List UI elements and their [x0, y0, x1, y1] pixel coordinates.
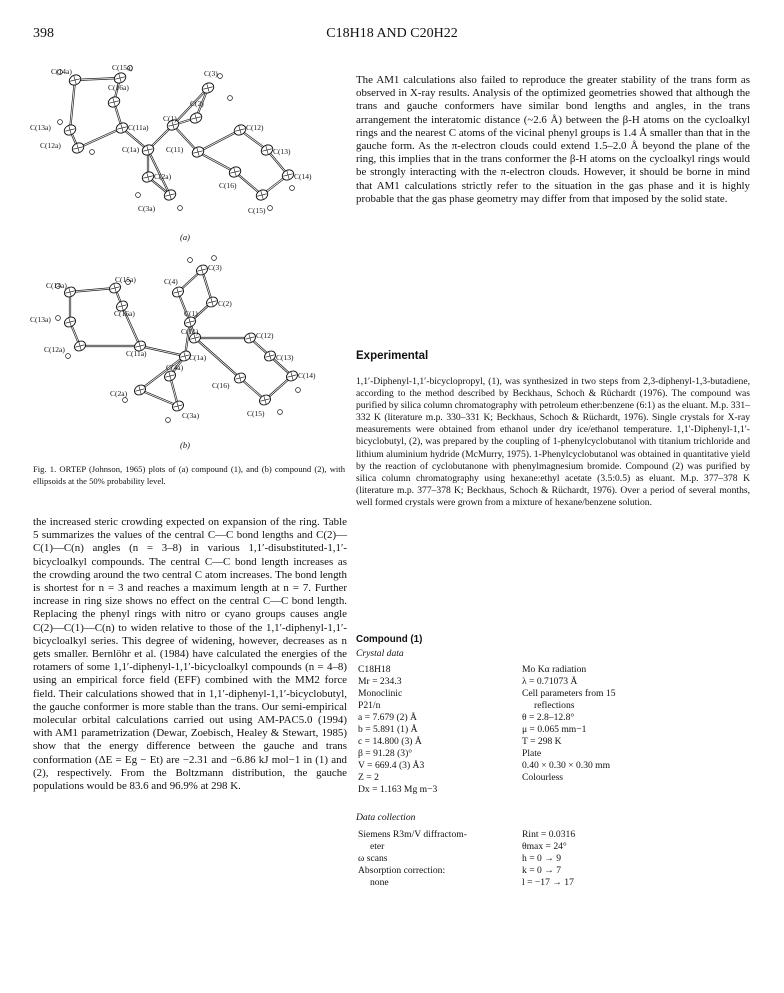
data-line: Mr = 234.3 — [358, 676, 402, 687]
data-line: c = 14.800 (3) Å — [358, 736, 422, 747]
hydrogen-atom — [66, 354, 71, 359]
bond-highlight — [198, 152, 235, 172]
figure-caption — [33, 464, 345, 487]
data-line: Plate — [522, 748, 542, 759]
atom-label: C(11) — [181, 327, 199, 336]
data-line: Dx = 1.163 Mg m−3 — [358, 784, 438, 795]
data-line: Monoclinic — [358, 688, 403, 699]
data-line: θmax = 24° — [522, 841, 567, 852]
data-line: 0.40 × 0.30 × 0.30 mm — [522, 760, 611, 771]
hydrogen-atom — [268, 206, 273, 211]
ortep-plots-svg — [30, 60, 348, 460]
data-line: Absorption correction: — [358, 865, 446, 876]
atom-label: C(13a) — [30, 315, 51, 324]
atom-label: C(1a) — [122, 145, 140, 154]
atom-label: C(11a) — [128, 123, 149, 132]
data-line: V = 669.4 (3) Å3 — [358, 760, 425, 771]
data-line: reflections — [534, 700, 575, 711]
atom-label: C(11) — [166, 145, 184, 154]
atom-label: C(15) — [247, 409, 265, 418]
data-line: Siemens R3m/V diffractom- — [358, 829, 467, 840]
data-line: eter — [370, 841, 385, 852]
hydrogen-atom — [136, 193, 141, 198]
atom-label: C(3) — [208, 263, 222, 272]
hydrogen-atom — [278, 410, 283, 415]
data-line: h = 0 → 9 — [522, 853, 561, 864]
crystal-data-heading: Crystal data — [356, 648, 404, 659]
atom-label: C(14) — [294, 172, 312, 181]
compound-heading: Compound (1) — [356, 634, 423, 645]
data-line: Cell parameters from 15 — [522, 688, 616, 699]
atom-label: C(1) — [163, 114, 177, 123]
atom-label: C(16a) — [108, 83, 129, 92]
atom-label: C(3a) — [182, 411, 200, 420]
data-collection-left — [358, 829, 508, 889]
data-line: Z = 2 — [358, 772, 379, 783]
hydrogen-atom — [188, 258, 193, 263]
atom-label: C(14a) — [46, 281, 67, 290]
page-number: 398 — [33, 26, 54, 41]
atom-label: C(16) — [212, 381, 230, 390]
ortep-figure — [30, 60, 348, 460]
atom-label: C(12a) — [44, 345, 65, 354]
atom-label: C(12a) — [40, 141, 61, 150]
hydrogen-atom — [228, 96, 233, 101]
data-line: k = 0 → 7 — [522, 865, 561, 876]
atom-label: C(3) — [204, 69, 218, 78]
atom-label: C(13) — [273, 147, 291, 156]
bond-highlight — [140, 356, 185, 390]
caption-figure-number: Fig. 1. — [33, 464, 57, 474]
bond-highlight — [78, 128, 122, 148]
atom-label: C(2) — [190, 99, 204, 108]
atom-label: C(4) — [164, 277, 178, 286]
data-collection-right — [522, 829, 722, 889]
hydrogen-atom — [212, 256, 217, 261]
atom-label: C(15a) — [115, 275, 136, 284]
data-line: T = 298 K — [522, 736, 562, 747]
atom-label: C(12) — [246, 123, 264, 132]
data-line: θ = 2.8–12.8° — [522, 712, 575, 723]
bond-highlight — [198, 130, 240, 152]
running-title: C18H18 AND C20H22 — [326, 26, 458, 41]
atom-label: C(16) — [219, 181, 237, 190]
atom-label: C(2) — [218, 299, 232, 308]
hydrogen-atom — [296, 388, 301, 393]
data-line: C18H18 — [358, 664, 391, 675]
crystal-data-left — [358, 664, 503, 796]
atom-label: C(4a) — [166, 363, 184, 372]
atom-label: C(15) — [248, 206, 266, 215]
hydrogen-atom — [56, 316, 61, 321]
atom-label: C(1) — [184, 309, 198, 318]
atom-label: C(2a) — [154, 172, 172, 181]
bond-highlight — [140, 390, 178, 406]
atom-label: C(14a) — [51, 67, 72, 76]
bond-highlight — [140, 346, 185, 356]
data-line: Mo Kα radiation — [522, 664, 587, 675]
crystal-data-right — [522, 664, 722, 784]
bond-highlight — [70, 288, 115, 292]
experimental-heading: Experimental — [356, 350, 429, 362]
data-line: Colourless — [522, 772, 564, 783]
atom-label: C(16a) — [114, 309, 135, 318]
experimental-paragraph: 1,1′-Diphenyl-1,1′-bicyclopropyl, (1), was synthesized in two steps from 2,3-diphenyl-1,3-butadiene, according to the method described by Beckhaus, Schoch & Rüchardt (1976). The compound was purified by silica column chromatography with petroleum ether:benzene (6:1) as the eluant. M.p. 331–332 K (literature m.p. 330–331 K; Beckhaus, Schoch & Rüchardt, 1976). Single crystals for X-ray measurements were obtained from ethanol under dry ice/ethanol temperature. 1,1′-Diphenyl-1,1′-bicyclobutyl, (2), was prepared by the coupling of 1-phenylcyclobutanol with titanium trichloride and lithium aluminium hydride (McMurry, 1975). 1-Phenylcyclobutanol was obtained in quantitative yield by the reaction of cyclobutanone with phenylmagnesium bromide. Compound (2) was purified by silica column chromatography using hexane:ethyl acetate (3.5:0.5) as eluant. M.p. 377–378 K (literature m.p. 377–378 K; Beckhaus, Schoch & Rüchardt, 1976). Over a period of several months, well formed crystals were grown from a mixture of hexane/benzene solution. — [356, 376, 750, 508]
hydrogen-atom — [123, 398, 128, 403]
left-column-paragraph: the increased steric crowding expected on expansion of the ring. Table 5 summarizes the values of the central C—C bond lengths and C(2)—C(1)—C(n) angles (n = 3–8) in various 1,1′-disubstituted-1,1′-bicycloalkyl compounds. The central C—C bond length increases as the crowding around the two central C atom increases. The bond length is shortest for n = 3 and reaches a maximum length at n = 7. Further increase in ring size shows no effect on the central C—C bond length. Replacing the phenyl rings with nitro or cyano groups causes angle C(2)—C(1)—C(n) to widen relative to those of the 1,1′-diphenyl-1,1′-bicycloalkyl series. This degree of widening, however, decreases as n gets smaller. Bernlöhr et al. (1984) have calculated the energies of the rotamers of some 1,1′-diphenyl-1,1′-bicycloalkyl compounds (n = 4–8) using an empirical force field (EFF) combined with the MM2 force field. Their calculations showed that in 1,1′-diphenyl-1,1′-bicyclobutyl, the gauche conformer is more stable than the trans. Our semi-empirical molecular orbital calculations carried out using AM-PAC5.0 (1994) with AM1 parametrization (Dewar, Zoebisch, Healey & Stewart, 1985) show that the energy difference between the gauche and trans conformation (ΔE = Eg − Et) are −2.31 and −6.86 kJ mol−1 in (1) and (2), respectively. From the Boltzmann distribution, the gauche populations would be 83.6 and 96.9% at 298 K. — [33, 516, 347, 793]
atom-label: C(2a) — [110, 389, 128, 398]
hydrogen-atom — [218, 74, 223, 79]
right-column-paragraph: The AM1 calculations also failed to reproduce the greater stability of the trans form as observed in X-ray results. Analysis of the optimized geometries showed that although the trans and gauche conformers have similar bond lengths and angles, in the trans arrangement the interatomic distance (~2.6 Å) between the β-H atoms on the cycloalkyl rings and the nearest C atoms of the vicinal phenyl groups is 1.4 Å smaller than that in the gauche form. As the π-electron clouds could extend 1.5–2.0 Å beyond the plane of the ring, this implies that in the trans conformer the β-H atoms on the cycloalkyl rings would be strongly interacting with the π-electron clouds. However, it should be borne in mind that AM1 calculations strictly refer to the situation in the gas phase and it is highly probable that the gas phase geometry may differ from that imposed by the solid state. — [356, 74, 750, 205]
atom-label: C(15a) — [112, 63, 133, 72]
hydrogen-atom — [290, 186, 295, 191]
atom-label: C(11a) — [126, 349, 147, 358]
hydrogen-atom — [166, 418, 171, 423]
atom-label: C(14) — [298, 371, 316, 380]
atom-label: C(13) — [276, 353, 294, 362]
atom-label: C(1a) — [189, 353, 207, 362]
data-line: b = 5.891 (1) Å — [358, 724, 418, 735]
bond-highlight — [70, 80, 75, 130]
atom-label: C(13a) — [30, 123, 51, 132]
caption-text: ORTEP (Johnson, 1965) plots of (a) compound (1), and (b) compound (2), with ellipsoids at the 50% probability level. — [33, 464, 345, 486]
figure-label-b: (b) — [180, 440, 190, 450]
hydrogen-atom — [58, 120, 63, 125]
hydrogen-atom — [90, 150, 95, 155]
data-line: a = 7.679 (2) Å — [358, 712, 417, 723]
data-line: ω scans — [358, 853, 388, 864]
data-line: β = 91.28 (3)° — [358, 748, 413, 759]
hydrogen-atom — [178, 206, 183, 211]
atom-label: C(3a) — [138, 204, 156, 213]
data-line: Rint = 0.0316 — [522, 829, 576, 840]
figure-label-a: (a) — [180, 232, 190, 242]
data-line: μ = 0.065 mm−1 — [522, 724, 587, 735]
data-line: none — [370, 877, 389, 888]
data-collection-heading: Data collection — [356, 812, 416, 823]
data-line: l = −17 → 17 — [522, 877, 574, 888]
data-line: P21/n — [358, 700, 381, 711]
atom-label: C(12) — [256, 331, 274, 340]
data-line: λ = 0.71073 Å — [522, 676, 578, 687]
